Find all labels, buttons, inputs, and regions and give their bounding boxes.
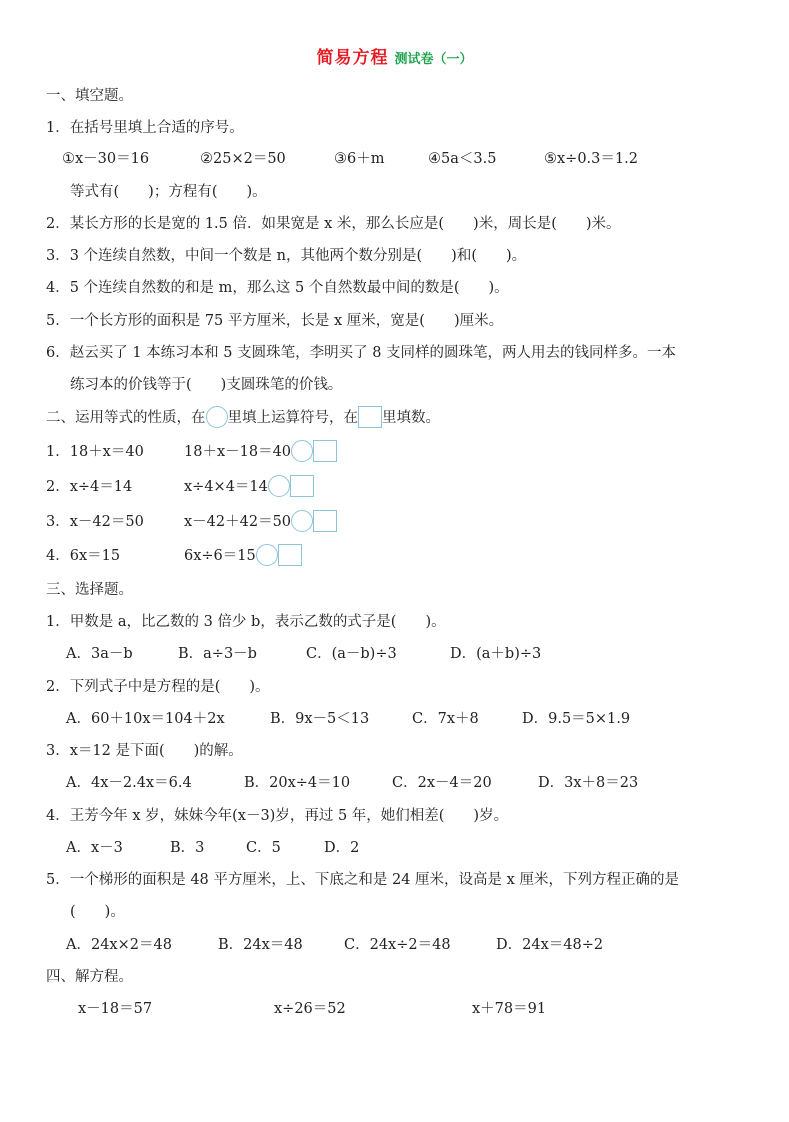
s4-equation-1: x－18＝57 — [78, 1001, 153, 1017]
title-main: 简易方程 — [316, 48, 389, 68]
s3-q4-option-c: C．5 — [246, 840, 281, 856]
s2-row-3-right — [184, 512, 337, 532]
s3-q3-option-d: D．3x＋8＝23 — [538, 775, 639, 791]
s3-q3-stem: 3．x＝12 是下面( )的解。 — [46, 743, 243, 759]
s3-q4-option-a: A．x－3 — [66, 840, 123, 856]
s1-q6-line1: 6．赵云买了 1 本练习本和 5 支圆珠笔，李明买了 8 支同样的圆珠笔，两人用去的钱同样多。一本 — [46, 345, 677, 361]
number-square-input[interactable] — [313, 510, 337, 532]
s2-heading-part2: 里填上运算符号，在 — [227, 410, 358, 426]
s3-q3-option-b: B．20x÷4＝10 — [244, 775, 351, 791]
s2-row-3-equation: x－42＋42＝50 — [184, 514, 292, 530]
number-square-input[interactable] — [313, 440, 337, 462]
s2-row-1-left: 1．18＋x＝40 — [46, 444, 144, 460]
s3-q1-stem: 1．甲数是 a，比乙数的 3 倍少 b，表示乙数的式子是( )。 — [46, 614, 446, 630]
s1-q6-line2: 练习本的价钱等于( )支圆珠笔的价钱。 — [70, 377, 343, 393]
s3-q2-option-b: B．9x－5＜13 — [270, 711, 370, 727]
number-square-input[interactable] — [290, 475, 314, 497]
s3-q5-option-c: C．24x÷2＝48 — [344, 937, 451, 953]
s3-q5-stem-cont: ( )。 — [70, 904, 125, 920]
s4-equation-3: x＋78＝91 — [472, 1001, 547, 1017]
section1-heading: 一、填空题。 — [46, 88, 133, 104]
s4-equation-2: x÷26＝52 — [274, 1001, 346, 1017]
operator-circle-input[interactable] — [291, 510, 313, 532]
s1-q2: 2．某长方形的长是宽的 1.5 倍．如果宽是 x 米，那么长应是( )米，周长是( )米。 — [46, 216, 621, 232]
page-title — [0, 46, 789, 72]
s1-q1-item-5: ⑤x÷0.3＝1.2 — [544, 151, 638, 167]
s3-q4-stem: 4．王芳今年 x 岁，妹妹今年(x－3)岁，再过 5 年，她们相差( )岁。 — [46, 808, 509, 824]
s3-q2-option-d: D．9.5＝5×1.9 — [522, 711, 631, 727]
s2-row-2-left: 2．x÷4＝14 — [46, 479, 133, 495]
operator-circle-input[interactable] — [291, 440, 313, 462]
s1-q1-item-1: ①x－30＝16 — [62, 151, 150, 167]
s1-q1-text: 1．在括号里填上合适的序号。 — [46, 120, 244, 136]
s2-row-3-left: 3．x－42＝50 — [46, 514, 144, 530]
s2-heading-part1: 二、运用等式的性质，在 — [46, 410, 206, 426]
circle-shape-icon — [206, 406, 228, 428]
s3-q3-option-c: C．2x－4＝20 — [392, 775, 492, 791]
s3-q1-option-d: D．(a＋b)÷3 — [450, 646, 542, 662]
s2-row-2-right — [184, 477, 314, 497]
s1-q4: 4．5 个连续自然数的和是 m，那么这 5 个自然数最中间的数是( )。 — [46, 280, 509, 296]
s1-q5: 5．一个长方形的面积是 75 平方厘米，长是 x 厘米，宽是( )厘米。 — [46, 313, 504, 329]
section4-heading: 四、解方程。 — [46, 969, 133, 985]
square-shape-icon — [358, 406, 382, 428]
s2-row-1-right — [184, 442, 337, 462]
number-square-input[interactable] — [278, 544, 302, 566]
s1-q1-answer-line: 等式有( )；方程有( )。 — [70, 184, 267, 200]
s2-heading-part3: 里填数。 — [382, 410, 440, 426]
s3-q5-option-b: B．24x＝48 — [218, 937, 303, 953]
s3-q2-stem: 2．下列式子中是方程的是( )。 — [46, 679, 270, 695]
s3-q1-option-c: C．(a－b)÷3 — [306, 646, 397, 662]
s3-q4-option-d: D．2 — [324, 840, 360, 856]
s1-q1-item-2: ②25×2＝50 — [200, 151, 286, 167]
s1-q1-item-3: ③6＋m — [334, 151, 385, 167]
s2-row-2-equation: x÷4×4＝14 — [184, 479, 268, 495]
s2-row-4-left: 4．6x＝15 — [46, 548, 121, 564]
section2-heading — [46, 408, 440, 428]
s2-row-1-equation: 18＋x－18＝40 — [184, 444, 292, 460]
s3-q1-option-b: B．a÷3－b — [178, 646, 257, 662]
operator-circle-input[interactable] — [256, 544, 278, 566]
s3-q2-option-a: A．60＋10x＝104＋2x — [66, 711, 225, 727]
s3-q5-option-a: A．24x×2＝48 — [66, 937, 172, 953]
s3-q2-option-c: C．7x＋8 — [412, 711, 479, 727]
operator-circle-input[interactable] — [268, 475, 290, 497]
s1-q1-item-4: ④5a＜3.5 — [428, 151, 497, 167]
s3-q1-option-a: A．3a－b — [66, 646, 133, 662]
s3-q3-option-a: A．4x－2.4x＝6.4 — [66, 775, 192, 791]
s3-q5-option-d: D．24x＝48÷2 — [496, 937, 604, 953]
s1-q3: 3．3 个连续自然数，中间一个数是 n，其他两个数分别是( )和( )。 — [46, 248, 527, 264]
section3-heading: 三、选择题。 — [46, 582, 133, 598]
s2-row-4-right — [184, 546, 302, 566]
title-sub: 测试卷（一） — [394, 52, 473, 67]
s2-row-4-equation: 6x÷6＝15 — [184, 548, 256, 564]
s3-q5-stem: 5．一个梯形的面积是 48 平方厘米，上、下底之和是 24 厘米，设高是 x 厘米，下列方程正确的是 — [46, 872, 679, 888]
s3-q4-option-b: B．3 — [170, 840, 205, 856]
